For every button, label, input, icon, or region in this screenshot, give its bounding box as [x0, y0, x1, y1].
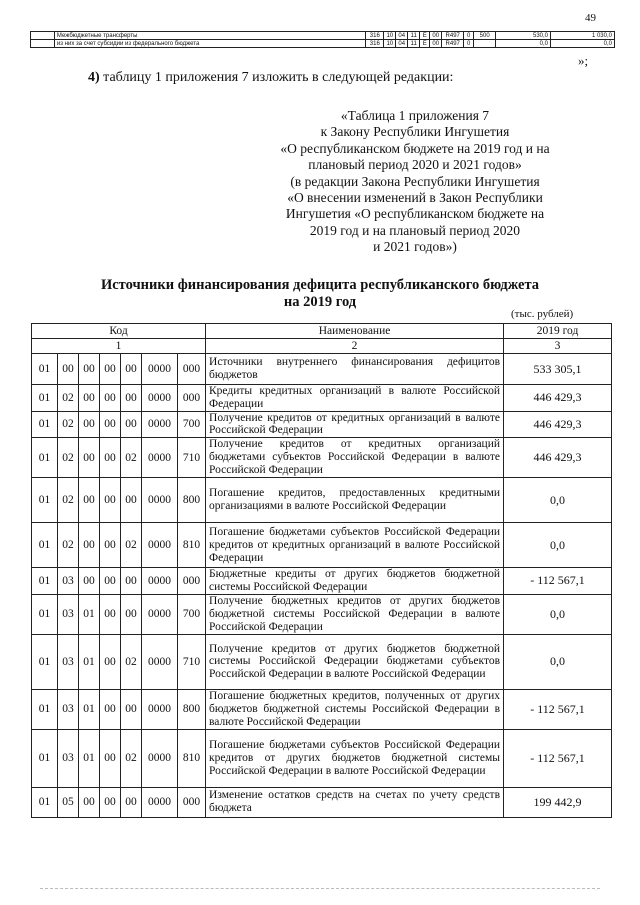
instruction-text: таблицу 1 приложения 7 изложить в следующей редакции: — [103, 70, 454, 85]
code-cell: 01 — [32, 411, 58, 438]
code-cell: 03 — [58, 729, 79, 787]
code-cell: 01 — [79, 634, 100, 689]
code-cell: 810 — [178, 729, 206, 787]
code-cell: 0000 — [142, 438, 178, 478]
name-cell: Получение кредитов от кредитных организаций бюджетами субъектов Российской Федерации в валюте Российской Федерации — [206, 438, 504, 478]
name-cell: Получение кредитов от кредитных организаций в валюте Российской Федерации — [206, 411, 504, 438]
name-cell: Погашение кредитов, предоставленных кредитными организациями в валюте Российской Федерации — [206, 478, 504, 523]
header-num-name: 2 — [206, 339, 504, 354]
code-cell: 01 — [32, 594, 58, 634]
code-cell: 01 — [32, 689, 58, 729]
title-line: на 2019 год — [283, 294, 357, 310]
code-cell: 03 — [58, 634, 79, 689]
fragment-code-cell: R497 — [442, 32, 464, 40]
code-cell: 00 — [121, 411, 142, 438]
code-cell: 700 — [178, 411, 206, 438]
name-cell: Погашение бюджетами субъектов Российской Федерации кредитов от кредитных организаций в валюте Российской Федерации — [206, 523, 504, 568]
value-cell: - 112 567,1 — [504, 568, 612, 595]
fragment-name-cell: Межбюджетные трансферты — [54, 32, 365, 40]
code-cell: 00 — [79, 385, 100, 412]
code-cell: 00 — [121, 354, 142, 385]
value-cell: - 112 567,1 — [504, 689, 612, 729]
fragment-name-cell: из них за счет субсидии из федерального бюджета — [54, 40, 365, 48]
name-cell: Бюджетные кредиты от других бюджетов бюджетной системы Российской Федерации — [206, 568, 504, 595]
code-cell: 000 — [178, 568, 206, 595]
code-cell: 0000 — [142, 568, 178, 595]
code-cell: 00 — [100, 385, 121, 412]
table-row — [32, 354, 612, 385]
table-row — [32, 523, 612, 568]
value-cell: 446 429,3 — [504, 385, 612, 412]
code-cell: 01 — [32, 568, 58, 595]
code-cell: 000 — [178, 354, 206, 385]
fragment-code-cell: 316 — [366, 40, 384, 48]
code-cell: 00 — [79, 438, 100, 478]
name-cell: Погашение бюджетами субъектов Российской Федерации кредитов от других бюджетов бюджетной системы Российской Федерации в валюте Российской Федерации — [206, 729, 504, 787]
table-caption — [250, 108, 580, 256]
header-number-row — [32, 339, 612, 354]
code-cell: 00 — [100, 568, 121, 595]
value-cell: 446 429,3 — [504, 411, 612, 438]
fragment-value-cell: 0,0 — [551, 40, 615, 48]
code-cell: 00 — [121, 478, 142, 523]
code-cell: 02 — [121, 523, 142, 568]
code-cell: 02 — [58, 478, 79, 523]
code-cell: 01 — [79, 594, 100, 634]
table-row — [32, 478, 612, 523]
caption-line: 2019 год и на плановый период 2020 — [309, 222, 521, 238]
code-cell: 810 — [178, 523, 206, 568]
code-cell: 03 — [58, 689, 79, 729]
table-row — [32, 634, 612, 689]
table-row — [32, 411, 612, 438]
code-cell: 700 — [178, 594, 206, 634]
code-cell: 00 — [121, 787, 142, 817]
code-cell: 00 — [100, 354, 121, 385]
unit-label: (тыс. рублей) — [511, 308, 574, 320]
fragment-code-cell: 10 — [384, 32, 396, 40]
header-row — [32, 324, 612, 339]
fragment-code-cell: 0 — [464, 40, 474, 48]
code-cell: 000 — [178, 787, 206, 817]
code-cell: 710 — [178, 438, 206, 478]
fragment-code-cell: 04 — [396, 32, 408, 40]
fragment-code-cell: 10 — [384, 40, 396, 48]
code-cell: 00 — [79, 354, 100, 385]
instruction — [88, 70, 453, 86]
code-cell: 00 — [121, 594, 142, 634]
fragment-code-cell: R497 — [442, 40, 464, 48]
header-year: 2019 год — [504, 324, 612, 339]
page-number: 49 — [585, 12, 596, 24]
header-name: Наименование — [206, 324, 504, 339]
value-cell: 446 429,3 — [504, 438, 612, 478]
code-cell: 00 — [121, 568, 142, 595]
code-cell: 00 — [100, 689, 121, 729]
code-cell: 0000 — [142, 385, 178, 412]
name-cell: Кредиты кредитных организаций в валюте Российской Федерации — [206, 385, 504, 412]
code-cell: 01 — [32, 478, 58, 523]
code-cell: 00 — [100, 594, 121, 634]
code-cell: 01 — [32, 729, 58, 787]
instruction-number: 4) — [88, 70, 100, 85]
code-cell: 00 — [58, 354, 79, 385]
caption-line: «О внесении изменений в Закон Республики — [287, 190, 543, 206]
code-cell: 0000 — [142, 411, 178, 438]
fragment-code-cell: 04 — [396, 40, 408, 48]
fragment-empty-cell — [31, 32, 55, 40]
code-cell: 00 — [79, 411, 100, 438]
code-cell: 0000 — [142, 478, 178, 523]
closing-quote: »; — [578, 53, 589, 68]
value-cell: 199 442,9 — [504, 787, 612, 817]
code-cell: 01 — [32, 634, 58, 689]
table-row — [32, 438, 612, 478]
code-cell: 02 — [121, 729, 142, 787]
code-cell: 00 — [100, 478, 121, 523]
previous-table-fragment — [30, 31, 615, 48]
code-cell: 00 — [79, 787, 100, 817]
title-line: Источники финансирования дефицита республиканского бюджета — [100, 277, 540, 293]
caption-line: «О республиканском бюджете на 2019 год и на — [280, 140, 550, 156]
name-cell: Источники внутреннего финансирования дефицитов бюджетов — [206, 354, 504, 385]
name-cell: Получение кредитов от других бюджетов бюджетной системы Российской Федерации бюджетами субъектов Российской Федерации в валюте Российской Федерации — [206, 634, 504, 689]
header-num-code: 1 — [32, 339, 206, 354]
code-cell: 00 — [121, 689, 142, 729]
code-cell: 00 — [79, 568, 100, 595]
code-cell: 01 — [79, 689, 100, 729]
value-cell: 0,0 — [504, 523, 612, 568]
caption-line: и 2021 годов») — [373, 239, 457, 255]
code-cell: 800 — [178, 478, 206, 523]
fragment-code-cell: 11 — [408, 32, 420, 40]
code-cell: 01 — [32, 523, 58, 568]
code-cell: 00 — [100, 523, 121, 568]
code-cell: 0000 — [142, 594, 178, 634]
code-cell: 00 — [100, 729, 121, 787]
code-cell: 710 — [178, 634, 206, 689]
fragment-code-cell — [474, 40, 496, 48]
code-cell: 02 — [121, 634, 142, 689]
code-cell: 02 — [58, 523, 79, 568]
value-cell: 0,0 — [504, 478, 612, 523]
value-cell: - 112 567,1 — [504, 729, 612, 787]
fragment-code-cell: 00 — [430, 40, 442, 48]
code-cell: 0000 — [142, 729, 178, 787]
fragment-code-cell: E — [420, 32, 430, 40]
table-row — [32, 729, 612, 787]
code-cell: 00 — [100, 411, 121, 438]
fragment-code-cell: 0 — [464, 32, 474, 40]
name-cell: Получение бюджетных кредитов от других бюджетов бюджетной системы Российской Федерации в валюте Российской Федерации — [206, 594, 504, 634]
code-cell: 02 — [58, 438, 79, 478]
table-row — [32, 568, 612, 595]
table-row — [32, 594, 612, 634]
table-row — [32, 385, 612, 412]
header-num-year: 3 — [504, 339, 612, 354]
code-cell: 0000 — [142, 689, 178, 729]
code-cell: 00 — [100, 438, 121, 478]
caption-line: к Закону Республики Ингушетия — [320, 124, 510, 140]
code-cell: 01 — [32, 354, 58, 385]
code-cell: 03 — [58, 568, 79, 595]
name-cell: Погашение бюджетных кредитов, полученных от других бюджетов бюджетной системы Российской Федерации в валюте Российской Федерации — [206, 689, 504, 729]
value-cell: 0,0 — [504, 634, 612, 689]
code-cell: 02 — [58, 411, 79, 438]
code-cell: 01 — [79, 729, 100, 787]
fragment-code-cell: 00 — [430, 32, 442, 40]
code-cell: 0000 — [142, 787, 178, 817]
fragment-code-cell: 11 — [408, 40, 420, 48]
code-cell: 0000 — [142, 634, 178, 689]
document-title — [60, 277, 580, 311]
caption-line: Ингушетия «О республиканском бюджете на — [285, 206, 545, 222]
fragment-code-cell: 500 — [474, 32, 496, 40]
value-cell: 533 305,1 — [504, 354, 612, 385]
code-cell: 0000 — [142, 523, 178, 568]
fragment-empty-cell — [31, 40, 55, 48]
code-cell: 00 — [121, 385, 142, 412]
code-cell: 00 — [79, 478, 100, 523]
code-cell: 01 — [32, 787, 58, 817]
value-cell: 0,0 — [504, 594, 612, 634]
code-cell: 05 — [58, 787, 79, 817]
name-cell: Изменение остатков средств на счетах по учету средств бюджета — [206, 787, 504, 817]
code-cell: 00 — [100, 787, 121, 817]
code-cell: 02 — [121, 438, 142, 478]
caption-line: плановый период 2020 и 2021 годов» — [308, 157, 522, 173]
fragment-value-cell: 0,0 — [496, 40, 551, 48]
fragment-code-cell: 316 — [366, 32, 384, 40]
code-cell: 03 — [58, 594, 79, 634]
page-bottom-line — [40, 888, 600, 889]
fragment-code-cell: E — [420, 40, 430, 48]
code-cell: 00 — [79, 523, 100, 568]
code-cell: 00 — [100, 634, 121, 689]
table-row — [32, 689, 612, 729]
code-cell: 000 — [178, 385, 206, 412]
code-cell: 800 — [178, 689, 206, 729]
caption-line: «Таблица 1 приложения 7 — [340, 108, 490, 123]
header-code: Код — [32, 324, 206, 339]
code-cell: 01 — [32, 438, 58, 478]
fragment-value-cell: 530,0 — [496, 32, 551, 40]
financing-sources-table — [31, 323, 612, 818]
fragment-row — [31, 40, 615, 48]
table-row — [32, 787, 612, 817]
caption-line: (в редакции Закона Республики Ингушетия — [290, 173, 540, 189]
fragment-row — [31, 32, 615, 40]
code-cell: 0000 — [142, 354, 178, 385]
fragment-value-cell: 1 030,0 — [551, 32, 615, 40]
code-cell: 02 — [58, 385, 79, 412]
code-cell: 01 — [32, 385, 58, 412]
